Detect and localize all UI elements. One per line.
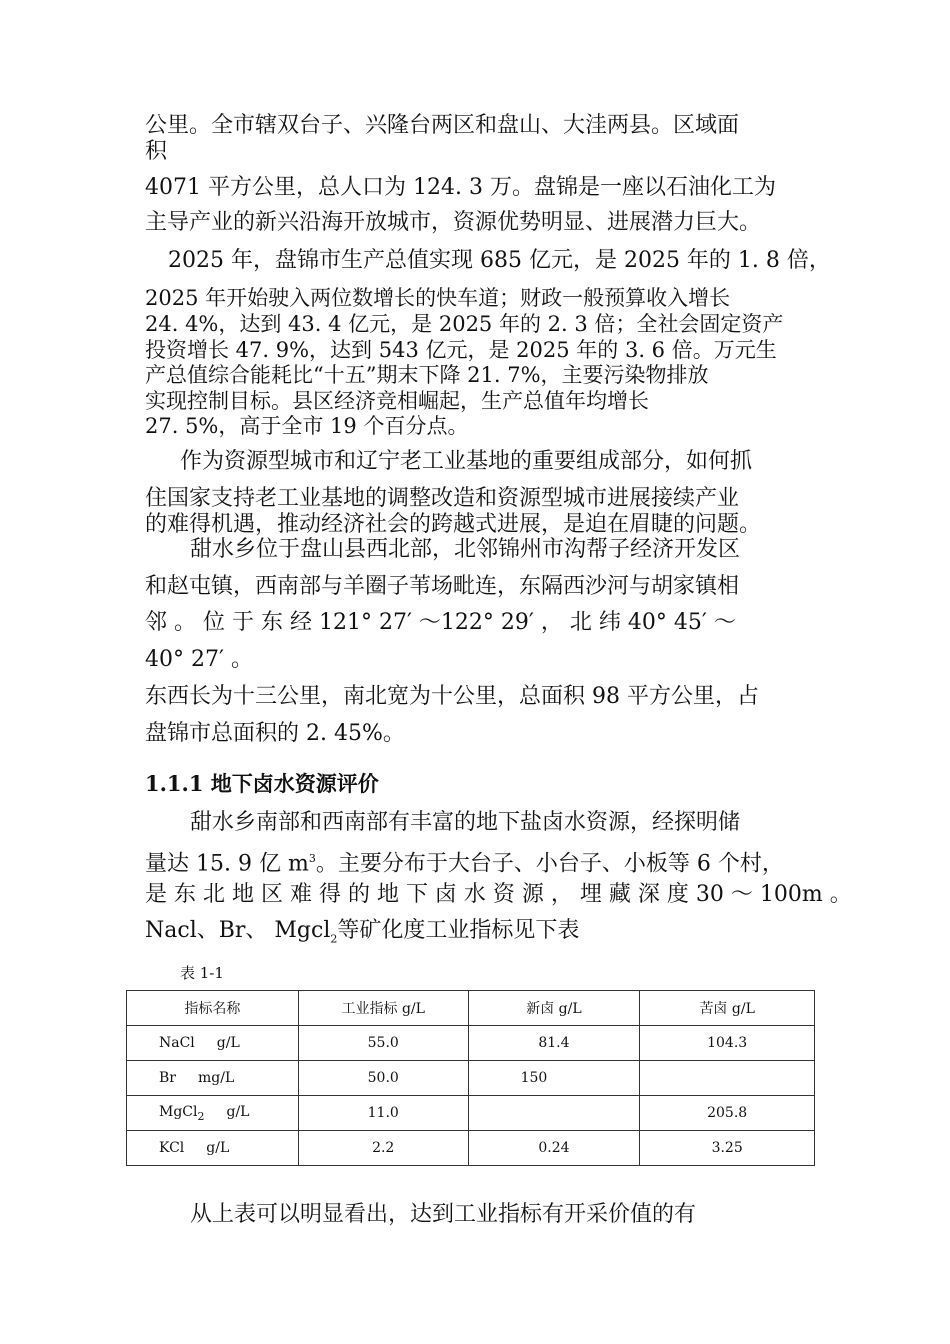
table-cell: 2.2 bbox=[298, 1131, 468, 1166]
text-fragment: 量达 15. 9 亿 m bbox=[145, 851, 309, 877]
text-line bbox=[145, 846, 784, 877]
table-caption: 表 1-1 bbox=[180, 964, 224, 982]
subscript: 2 bbox=[330, 932, 338, 946]
text-line: 是 东 北 地 区 难 得 的 地 下 卤 水 资 源 ， 埋 藏 深 度 30 ～ 100m 。 bbox=[145, 882, 852, 907]
header-cell: 新卤 g/L bbox=[468, 991, 640, 1026]
header-cell: 工业指标 g/L bbox=[298, 991, 468, 1026]
text-line: 的难得机遇，推动经济社会的跨越式进展，是迫在眉睫的问题。 bbox=[145, 512, 762, 537]
indicator-unit: g/L bbox=[226, 1103, 250, 1120]
text-line: 盘锦市总面积的 2. 45%。 bbox=[145, 721, 405, 746]
subscript: 2 bbox=[197, 1109, 205, 1123]
text-line: 和赵屯镇，西南部与羊圈子苇场毗连，东隔西沙河与胡家镇相 bbox=[145, 574, 740, 599]
text-line bbox=[145, 918, 579, 952]
data-table bbox=[126, 990, 815, 1166]
text-line: 东西长为十三公里，南北宽为十公里，总面积 98 平方公里，占 bbox=[145, 684, 759, 709]
table-row bbox=[127, 1096, 815, 1131]
table-cell: 55.0 bbox=[298, 1026, 468, 1061]
text-line: 2025 年，盘锦市生产总值实现 685 亿元，是 2025 年的 1. 8 倍， bbox=[168, 248, 831, 273]
indicator-name: KCl bbox=[159, 1140, 185, 1156]
text-line: 投资增长 47. 9%，达到 543 亿元，是 2025 年的 3. 6 倍。万元生 bbox=[145, 338, 777, 362]
text-line: 邻 。 位 于 东 经 121° 27′ ～122° 29′ ， 北 纬 40° 45′ ～ bbox=[145, 610, 736, 635]
text-line: 从上表可以明显看出，达到工业指标有开采价值的有 bbox=[190, 1202, 697, 1227]
indicator-cell bbox=[127, 1131, 299, 1166]
section-heading: 1.1.1 地下卤水资源评价 bbox=[145, 771, 379, 796]
text-line: 住国家支持老工业基地的调整改造和资源型城市进展接续产业 bbox=[145, 486, 740, 511]
table-row bbox=[127, 1026, 815, 1061]
header-cell: 苦卤 g/L bbox=[640, 991, 815, 1026]
text-fragment: Nacl、Br、 Mgcl bbox=[145, 918, 331, 943]
indicator-name: MgCl bbox=[159, 1103, 198, 1120]
indicator-cell bbox=[127, 1061, 299, 1096]
indicator-name: Br bbox=[159, 1070, 176, 1086]
text-line: 实现控制目标。县区经济竞相崛起，生产总值年均增长 bbox=[145, 389, 649, 413]
text-line: 产总值综合能耗比“十五”期末下降 21. 7%，主要污染物排放 bbox=[145, 363, 709, 387]
text-line: 40° 27′ 。 bbox=[145, 647, 253, 672]
indicator-unit: mg/L bbox=[197, 1070, 235, 1086]
header-cell: 指标名称 bbox=[127, 991, 299, 1026]
indicator-cell bbox=[127, 1096, 299, 1131]
text-line: 甜水乡南部和西南部有丰富的地下盐卤水资源，经探明储 bbox=[190, 810, 741, 835]
table-cell: 11.0 bbox=[298, 1096, 468, 1131]
text-line: 27. 5%，高于全市 19 个百分点。 bbox=[145, 414, 469, 438]
text-line: 积 bbox=[145, 139, 168, 164]
table-cell bbox=[640, 1061, 815, 1096]
table-cell: 104.3 bbox=[640, 1026, 815, 1061]
table-cell: 81.4 bbox=[468, 1026, 640, 1061]
table-cell: 205.8 bbox=[640, 1096, 815, 1131]
indicator-unit: g/L bbox=[216, 1035, 240, 1051]
indicator-name: NaCl bbox=[159, 1035, 195, 1051]
table-cell: 0.24 bbox=[468, 1131, 640, 1166]
table-row bbox=[127, 1131, 815, 1166]
table-cell: 150 bbox=[468, 1061, 640, 1096]
table-cell: 50.0 bbox=[298, 1061, 468, 1096]
text-line: 2025 年开始驶入两位数增长的快车道；财政一般预算收入增长 bbox=[145, 286, 731, 310]
superscript: 3 bbox=[308, 852, 316, 865]
text-line: 作为资源型城市和辽宁老工业基地的重要组成部分，如何抓 bbox=[180, 449, 753, 474]
table-cell: 3.25 bbox=[640, 1131, 815, 1166]
table-cell bbox=[468, 1096, 640, 1131]
table-header-row bbox=[127, 991, 815, 1026]
text-line: 主导产业的新兴沿海开放城市，资源优势明显、进展潜力巨大。 bbox=[145, 210, 762, 235]
text-line: 4071 平方公里，总人口为 124. 3 万。盘锦是一座以石油化工为 bbox=[145, 175, 776, 200]
indicator-cell bbox=[127, 1026, 299, 1061]
text-fragment: 等矿化度工业指标见下表 bbox=[337, 918, 580, 943]
text-line: 公里。全市辖双台子、兴隆台两区和盘山、大洼两县。区域面 bbox=[145, 113, 740, 138]
text-fragment: 。主要分布于大台子、小台子、小板等 6 个村， bbox=[315, 851, 784, 877]
text-line: 24. 4%，达到 43. 4 亿元，是 2025 年的 2. 3 倍；全社会固定资产 bbox=[145, 312, 784, 336]
text-line: 甜水乡位于盘山县西北部，北邻锦州市沟帮子经济开发区 bbox=[190, 537, 741, 562]
indicator-unit: g/L bbox=[206, 1140, 230, 1156]
table-row bbox=[127, 1061, 815, 1096]
